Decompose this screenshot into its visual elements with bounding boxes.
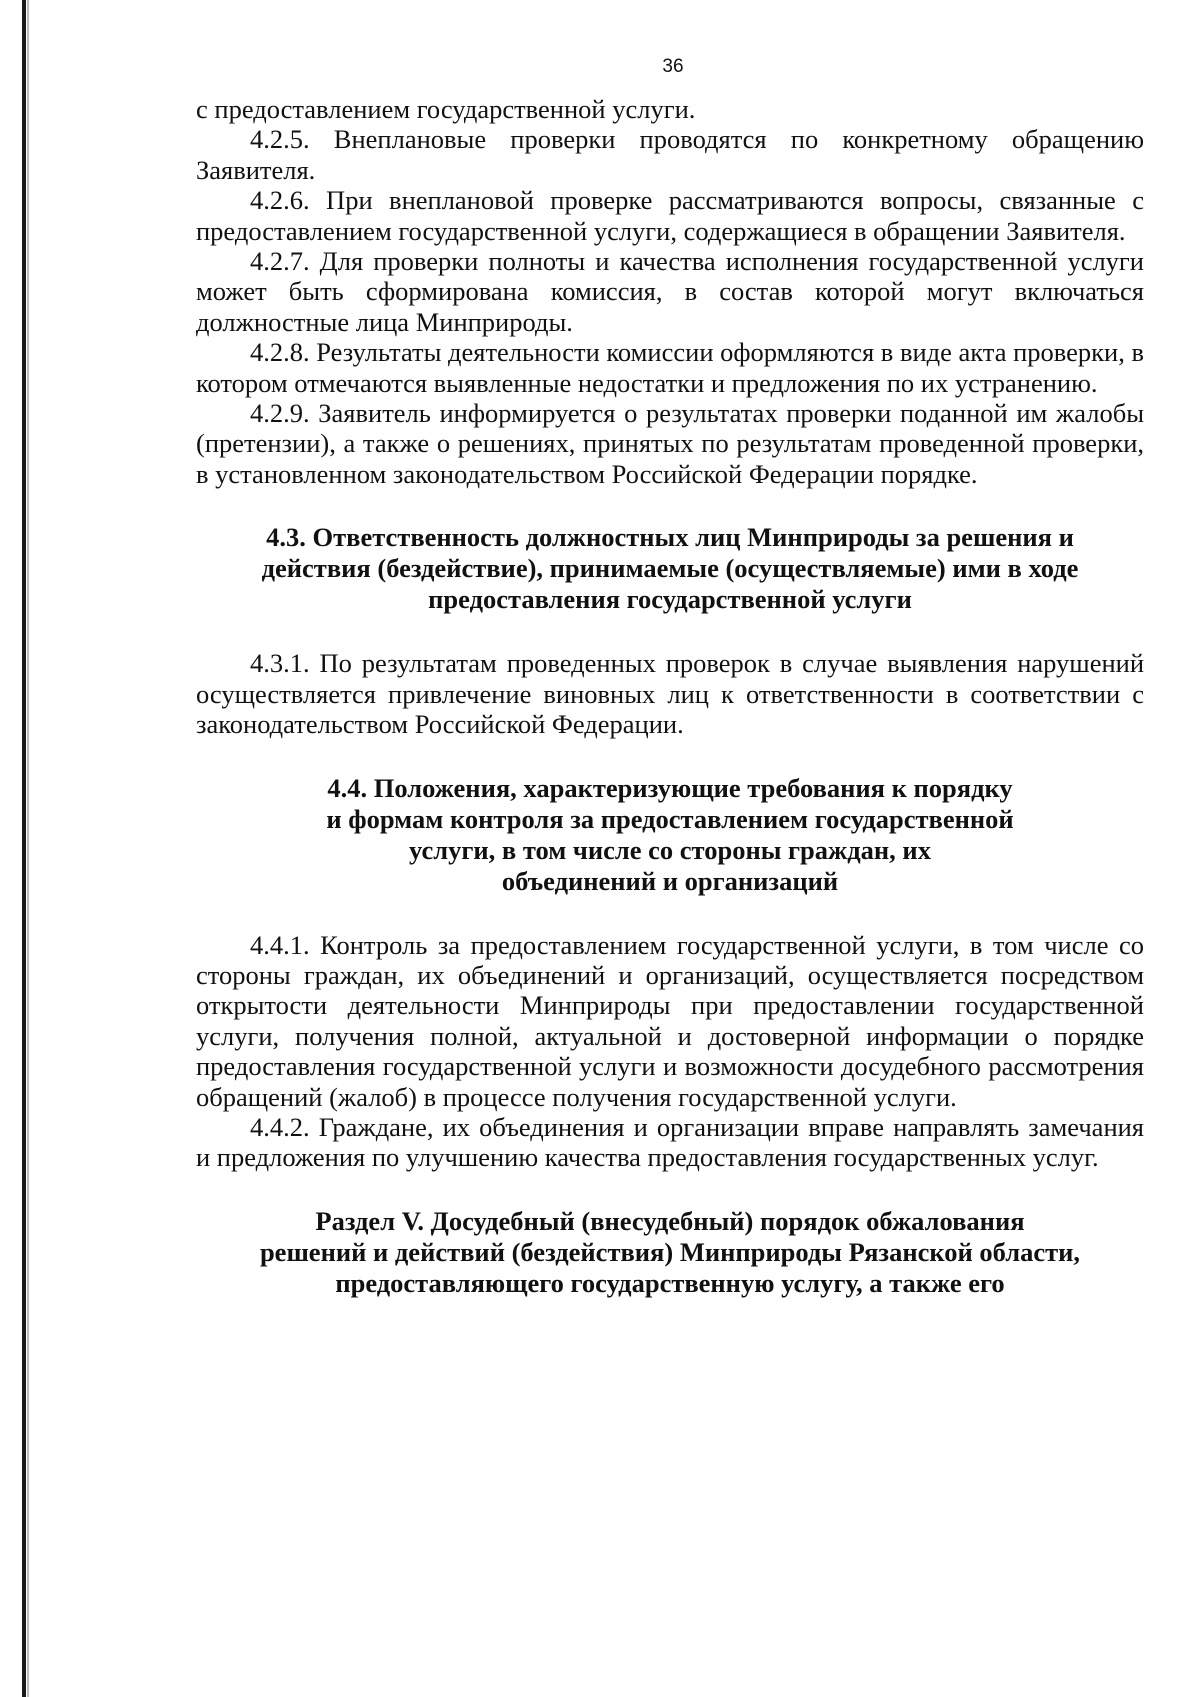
scan-edge-line <box>22 0 26 1697</box>
document-page <box>196 52 1144 1299</box>
spacer <box>196 740 1144 773</box>
heading-line: и формам контроля за предоставлением государственной <box>326 803 1014 834</box>
heading-line: решений и действий (бездействия) Минприроды Рязанской области, <box>259 1236 1081 1267</box>
section-4-4 <box>196 773 1144 1173</box>
section-4-3-heading <box>196 522 1144 615</box>
paragraph-4-3-1: 4.3.1. По результатам проведенных проверок в случае выявления нарушений осуществляется привлечение виновных лиц к ответственности в соответствии с законодательством Российской Федерации. <box>196 648 1144 740</box>
section-4-3 <box>196 522 1144 739</box>
paragraph-4-2-7: 4.2.7. Для проверки полноты и качества исполнения государственной услуги может быть сформирована комиссия, в состав которой могут включаться должностные лица Минприроды. <box>196 246 1144 337</box>
paragraph-continuation: с предоставлением государственной услуги. <box>196 94 696 124</box>
paragraph-4-2-9: 4.2.9. Заявитель информируется о результатах проверки поданной им жалобы (претензии), а также о решениях, принятых по результатам проведенной проверки, в установленном законодательством Российской Федерации порядке. <box>196 398 1144 489</box>
section-5-heading <box>196 1206 1144 1299</box>
paragraph-4-2-5: 4.2.5. Внеплановые проверки проводятся по конкретному обращению Заявителя. <box>196 124 1144 185</box>
section-4-4-heading <box>196 773 1144 897</box>
paragraphs-top <box>196 94 1144 489</box>
spacer <box>196 615 1144 648</box>
spacer <box>196 1173 1144 1206</box>
heading-line: Раздел V. Досудебный (внесудебный) порядок обжалования <box>315 1205 1025 1236</box>
heading-line: 4.3. Ответственность должностных лиц Минприроды за решения и <box>266 522 1074 553</box>
page-number: 36 <box>662 56 684 77</box>
paragraph-4-2-6: 4.2.6. При внеплановой проверке рассматриваются вопросы, связанные с предоставлением государственной услуги, содержащиеся в обращении Заявителя. <box>196 185 1144 246</box>
spacer <box>196 489 1144 522</box>
spacer <box>196 897 1144 930</box>
heading-line: 4.4. Положения, характеризующие требования к порядку <box>327 772 1013 803</box>
scan-edge-shadow <box>27 0 29 1697</box>
paragraph-4-2-8: 4.2.8. Результаты деятельности комиссии оформляются в виде акта проверки, в котором отмечаются выявленные недостатки и предложения по их устранению. <box>196 337 1144 398</box>
heading-line: предоставления государственной услуги <box>428 584 912 615</box>
paragraph-4-4-1: 4.4.1. Контроль за предоставлением государственной услуги, в том числе со стороны граждан, их объединений и организаций, осуществляется посредством открытости деятельности Минприроды при предоставлении государственной услуги, получения полной, актуальной и достоверной информации о порядке предоставления государственной услуги и возможности досудебного рассмотрения обращений (жалоб) в процессе получения государственной услуги. <box>196 929 1144 1112</box>
heading-line: предоставляющего государственную услугу, а также его <box>335 1267 1005 1298</box>
paragraph-4-4-2: 4.4.2. Граждане, их объединения и организации вправе направлять замечания и предложения по улучшению качества предоставления государственных услуг. <box>196 1111 1144 1173</box>
heading-line: услуги, в том числе со стороны граждан, их <box>409 834 931 865</box>
section-5 <box>196 1206 1144 1299</box>
heading-line: объединений и организаций <box>501 865 839 896</box>
heading-line: действия (бездействие), принимаемые (осуществляемые) ими в ходе <box>261 553 1079 584</box>
